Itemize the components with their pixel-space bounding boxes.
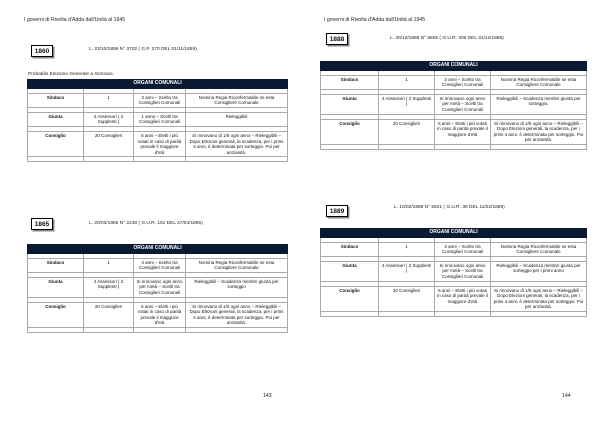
number-cell: 1 — [379, 242, 435, 256]
organi-table-1888 — [320, 61, 587, 150]
number-cell: 4 Assessori ( 2 Supplenti ) — [379, 261, 435, 281]
role-cell: Giunta — [321, 94, 379, 114]
law-reference-1860: L. 23/10/1859 N° 3702 ( G.P. 270 DEL 01/11/1859) — [89, 47, 197, 52]
table-row-giunta — [28, 277, 288, 297]
notes-cell: Rieleggibili – Scadenza membri giunta per sorteggio — [186, 277, 288, 297]
election-cell: 3 anni – Scelto tra Consiglieri Comunali — [134, 93, 186, 107]
number-cell: 1 — [84, 258, 134, 272]
notes-cell: Rieleggibili — [186, 112, 288, 126]
role-cell: Sindaco — [321, 242, 379, 256]
election-cell: Si rinnovano ogni anno per metà – Scelti tra Consiglieri Comunali — [435, 94, 491, 114]
table-row-consiglio — [28, 302, 288, 327]
notes-cell: Si rinnovano di 1/5 ogni anno – Rieleggibili – Dopo Elezioni generali, la scadenza, per i primi 4 anni, è determinata per sorteggio. Poi per anzianità. — [491, 119, 587, 144]
role-cell: Consiglio — [321, 119, 379, 144]
number-cell: 1 — [379, 75, 435, 89]
table-title: ORGANI COMUNALI — [321, 229, 587, 238]
table-row-sindaco — [321, 75, 587, 89]
notes-cell: Nomina Regia Riconfermabile se esta Consigliere Comunale — [491, 242, 587, 256]
role-cell: Sindaco — [321, 75, 379, 89]
notes-cell: Rieleggibili – Scadenza membri giunta per sorteggio. — [491, 94, 587, 114]
law-reference-1865: L. 20/03/1865 N° 2248 ( G.U.R. 101 DEL 27/04/1865) — [89, 221, 203, 226]
election-cell: Si rinnovano ogni anno per metà – Scelti tra Consiglieri Comunali — [435, 261, 491, 281]
table-row-sindaco — [28, 258, 288, 272]
organi-table-1889 — [320, 228, 587, 317]
law-reference-1889: L. 10/02/1889 N° 5921 ( G.U.R. 36 DEL 11/02/1889) — [394, 205, 505, 210]
page-header: I governi di Rivolta d'Adda dall'Unità al 1945 — [324, 17, 426, 23]
year-badge-1865: 1865 — [31, 218, 53, 230]
table-row-sindaco — [28, 93, 288, 107]
role-cell: Sindaco — [28, 258, 84, 272]
table-row-consiglio — [321, 286, 587, 311]
election-cell: 1 anno – Scelti tra Consiglieri Comunali — [134, 112, 186, 126]
role-cell: Giunta — [28, 277, 84, 297]
number-cell: 4 Assessori ( 2 Supplenti ) — [379, 94, 435, 114]
number-cell: 20 Consiglieri — [379, 119, 435, 144]
table-row-giunta — [321, 94, 587, 114]
election-cell: 3 anni – Scelto tra Consiglieri Comunali — [435, 75, 491, 89]
table-row-consiglio — [321, 119, 587, 144]
role-cell: Giunta — [28, 112, 84, 126]
organi-table-1860 — [27, 79, 288, 162]
election-cell: 5 anni – Eletti i più votati in caso di parità prevale il maggiore d'età — [134, 302, 186, 327]
role-cell: Consiglio — [321, 286, 379, 311]
notes-cell: Si rinnovano di 1/5 ogni anno – Rieleggibili – Dopo Elezioni generali, la scadenza, per i primi 4 anni, è determinata per sorteggio. Poi per anzianità. — [491, 286, 587, 311]
election-note-1860: Probabile Elezione Generale a Gennaio. — [28, 72, 114, 77]
election-cell: Si rinnovano ogni anno per metà – Scelti tra Consiglieri Comunali — [134, 277, 186, 297]
election-cell: 5 anni – Eletti i più votati in caso di parità prevale il maggiore d'età — [134, 131, 186, 156]
table-row-consiglio — [28, 131, 288, 156]
notes-cell: Si rinnovano di 1/5 ogni anno – Rieleggibili – Dopo Elezioni generali, la scadenza, per i primi 4 anni, è determinata per sorteggio. Poi per anzianità. — [186, 302, 288, 327]
election-cell: 3 anni – Scelto tra Consiglieri Comunali — [134, 258, 186, 272]
year-badge-1889: 1889 — [326, 205, 348, 217]
notes-cell: Si rinnovano di 1/5 ogni anno – Rieleggibili – Dopo Elezioni generali, la scadenza, per i primi 4 anni, è determinata per sorteggio. Poi per anzianità. — [186, 131, 288, 156]
role-cell: Consiglio — [28, 131, 84, 156]
number-cell: 20 Consiglieri — [379, 286, 435, 311]
election-cell: 5 anni – Eletti i più votati in caso di parità prevale il maggiore d'età — [435, 286, 491, 311]
organi-table-1865 — [27, 244, 288, 333]
table-title: ORGANI COMUNALI — [28, 245, 288, 254]
notes-cell: Nomina Regia Riconfermabile se esta Consigliere Comunale — [491, 75, 587, 89]
role-cell: Giunta — [321, 261, 379, 281]
number-cell: 4 Assessori ( 2 Supplenti ) — [84, 112, 134, 126]
table-title: ORGANI COMUNALI — [28, 80, 288, 89]
number-cell: 4 Assessori ( 2 Supplenti ) — [84, 277, 134, 297]
role-cell: Sindaco — [28, 93, 84, 107]
table-row-giunta — [28, 112, 288, 126]
election-cell: 5 anni – Eletti i più votati in caso di parità prevale il maggiore d'età — [435, 119, 491, 144]
year-badge-1860: 1860 — [31, 45, 53, 57]
page-number: 144 — [562, 393, 571, 399]
year-badge-1888: 1888 — [326, 33, 348, 45]
notes-cell: Nomina Regia Riconfermabile se esta Consigliere Comunale — [186, 258, 288, 272]
number-cell: 20 Consiglieri — [84, 302, 134, 327]
page-header: I governi di Rivolta d'Adda dall'Unità al 1945 — [24, 17, 126, 23]
table-title: ORGANI COMUNALI — [321, 62, 587, 71]
number-cell: 1 — [84, 93, 134, 107]
law-reference-1888: L. 30/12/1888 N° 5865 ( G.U.R. 306 DEL 31/12/1888) — [390, 36, 504, 41]
table-row-giunta — [321, 261, 587, 281]
number-cell: 20 Consiglieri — [84, 131, 134, 156]
notes-cell: Nomina Regia Riconfermabile se esta Consigliere Comunale — [186, 93, 288, 107]
notes-cell: Rieleggibili – Scadenza membri giunta per sorteggio per i primi anno — [491, 261, 587, 281]
page-number: 143 — [263, 393, 272, 399]
role-cell: Consiglio — [28, 302, 84, 327]
election-cell: 3 anni – Scelto tra Consiglieri Comunali — [435, 242, 491, 256]
page-144 — [300, 0, 600, 424]
table-row-sindaco — [321, 242, 587, 256]
